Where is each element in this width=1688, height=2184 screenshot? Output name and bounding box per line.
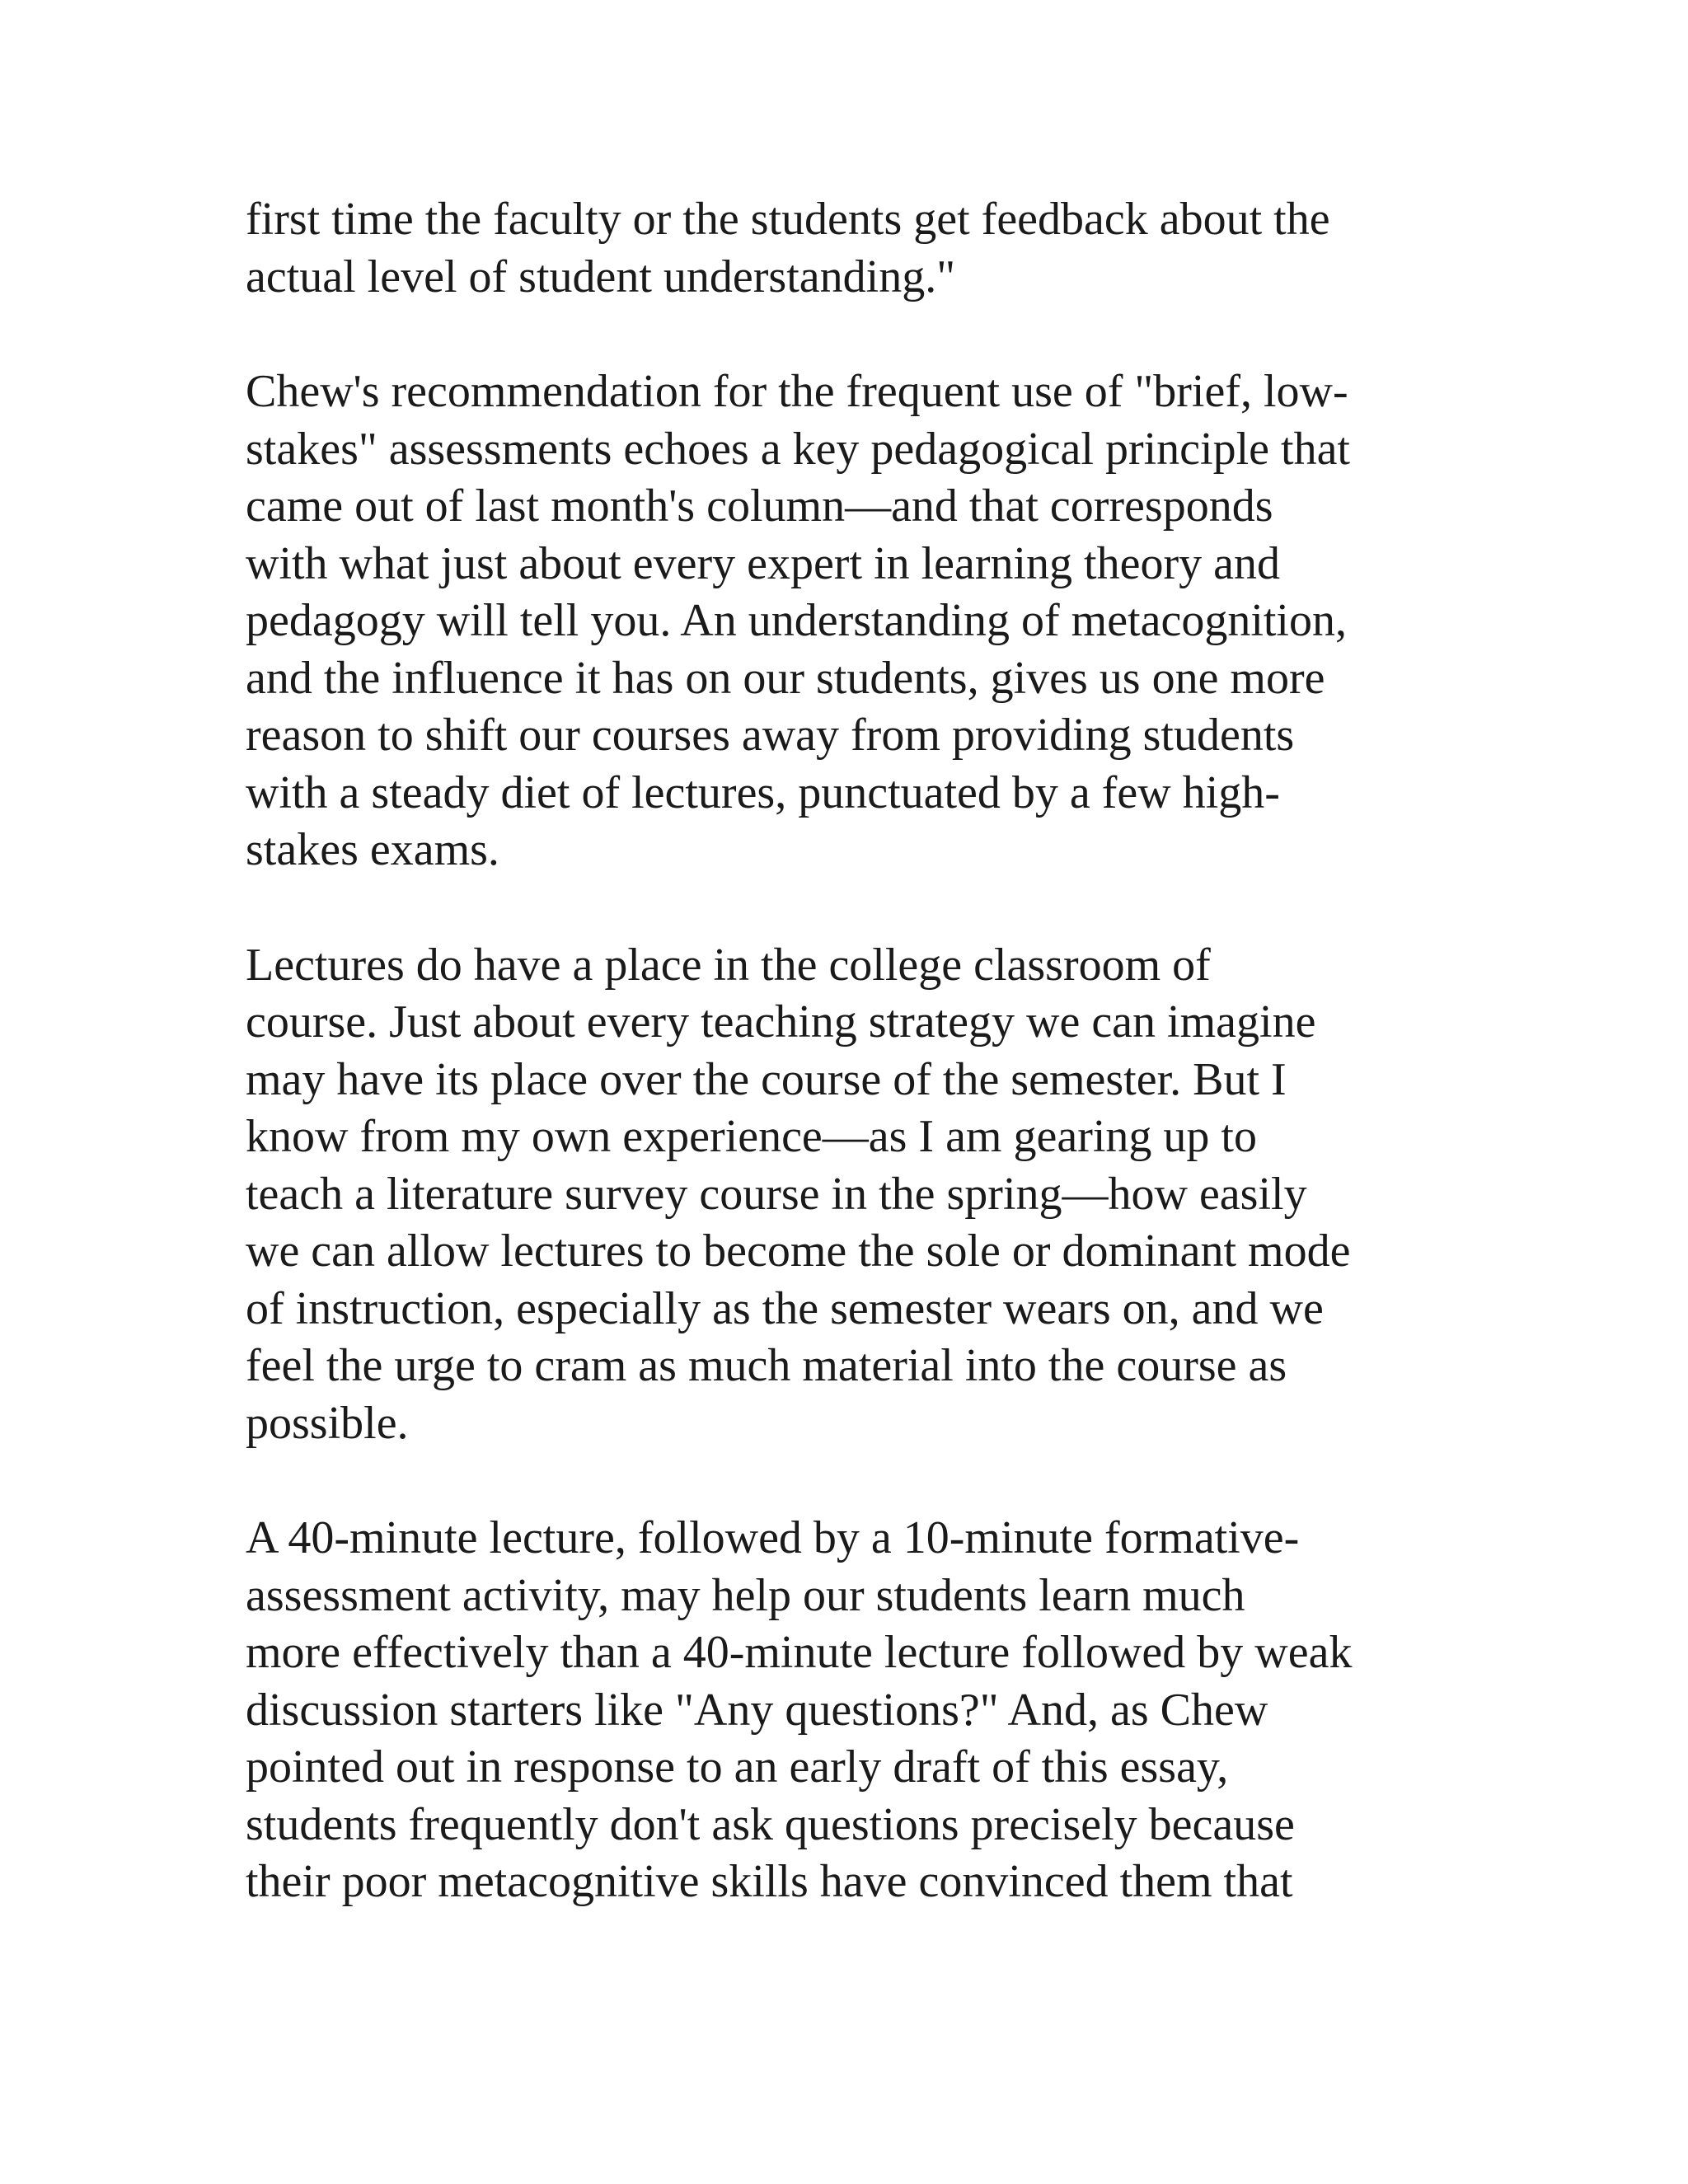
text-line: with what just about every expert in learning theory and <box>246 537 1280 589</box>
text-line: of instruction, especially as the semester wears on, and we <box>246 1282 1324 1334</box>
text-line: reason to shift our courses away from providing students <box>246 710 1295 761</box>
text-line: we can allow lectures to become the sole or dominant mode <box>246 1226 1351 1277</box>
text-line: stakes" assessments echoes a key pedagogical principle that <box>246 423 1350 475</box>
text-line: A 40-minute lecture, followed by a 10-minute formative- <box>246 1512 1300 1563</box>
paragraph-1 <box>246 191 1482 306</box>
body-text <box>246 191 1482 1969</box>
text-line: their poor metacognitive skills have convinced them that <box>246 1856 1293 1907</box>
text-line: with a steady diet of lectures, punctuated by a few high- <box>246 766 1280 818</box>
text-line: course. Just about every teaching strategy we can imagine <box>246 996 1316 1047</box>
text-line: stakes exams. <box>246 824 499 875</box>
paragraph-4 <box>246 1510 1482 1911</box>
text-line: possible. <box>246 1397 409 1449</box>
text-line: assessment activity, may help our students learn much <box>246 1569 1245 1621</box>
text-line: discussion starters like "Any questions?" And, as Chew <box>246 1684 1268 1736</box>
text-line: and the influence it has on our students, gives us one more <box>246 652 1325 704</box>
text-line: Lectures do have a place in the college classroom of <box>246 939 1211 991</box>
text-line: may have its place over the course of the semester. But I <box>246 1053 1287 1105</box>
paragraph-2 <box>246 363 1482 879</box>
text-line: Chew's recommendation for the frequent use of "brief, low- <box>246 366 1348 417</box>
text-line: first time the faculty or the students get feedback about the <box>246 194 1330 245</box>
text-line: know from my own experience—as I am gearing up to <box>246 1111 1257 1162</box>
text-line: students frequently don't ask questions precisely because <box>246 1798 1295 1850</box>
text-line: teach a literature survey course in the spring—how easily <box>246 1168 1307 1220</box>
text-line: came out of last month's column—and that corresponds <box>246 480 1273 532</box>
text-line: pedagogy will tell you. An understanding of metacognition, <box>246 595 1347 646</box>
text-line: actual level of student understanding." <box>246 251 956 302</box>
paragraph-3 <box>246 937 1482 1453</box>
text-line: more effectively than a 40-minute lecture followed by weak <box>246 1627 1353 1678</box>
text-line: pointed out in response to an early draft of this essay, <box>246 1741 1229 1793</box>
text-line: feel the urge to cram as much material into the course as <box>246 1340 1287 1391</box>
